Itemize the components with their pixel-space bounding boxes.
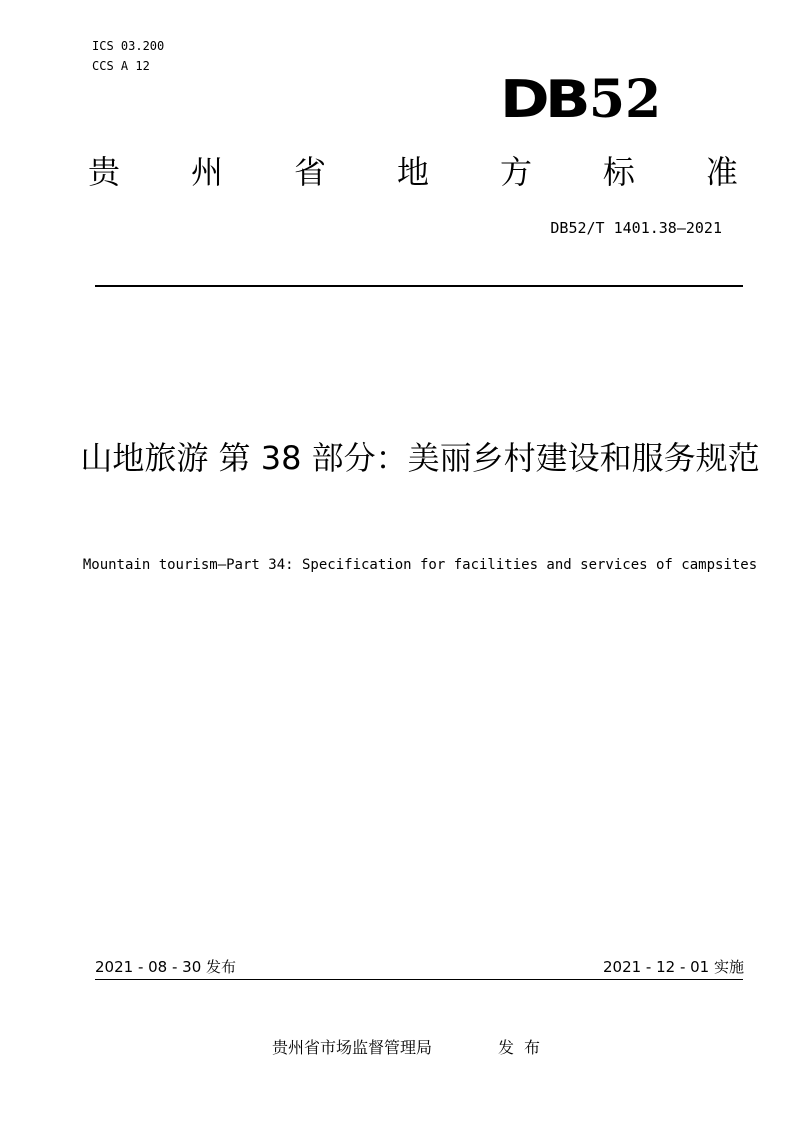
header-divider — [95, 285, 743, 287]
standard-type-char: 标 — [602, 153, 635, 191]
standard-number: DB52/T 1401.38—2021 — [550, 219, 722, 237]
standard-type-char: 州 — [190, 153, 223, 191]
issuing-authority: 贵州省市场监督管理局 — [272, 1038, 433, 1057]
ics-code: ICS 03.200 — [92, 39, 165, 53]
standard-type-char: 方 — [499, 153, 532, 191]
db-logo-number: 52 — [588, 69, 662, 130]
english-title: Mountain tourism—Part 34: Specification for facilities and services of campsites — [82, 557, 758, 573]
db-logo — [500, 70, 700, 130]
db-logo-letters: DB — [500, 70, 587, 130]
footer-divider — [95, 979, 743, 980]
standard-type-char: 省 — [293, 153, 326, 191]
standard-type-char: 准 — [705, 153, 738, 191]
standard-type-char: 地 — [396, 153, 429, 191]
issue-date: 2021 - 08 - 30 发布 — [95, 958, 237, 976]
standard-type-heading — [88, 150, 738, 194]
issue-action: 发布 — [498, 1038, 551, 1057]
ccs-code: CCS A 12 — [92, 59, 150, 73]
implementation-date: 2021 - 12 - 01 实施 — [602, 958, 744, 976]
standard-type-char: 贵 — [88, 153, 121, 191]
chinese-title: 山地旅游 第 38 部分：美丽乡村建设和服务规范 — [80, 439, 760, 477]
